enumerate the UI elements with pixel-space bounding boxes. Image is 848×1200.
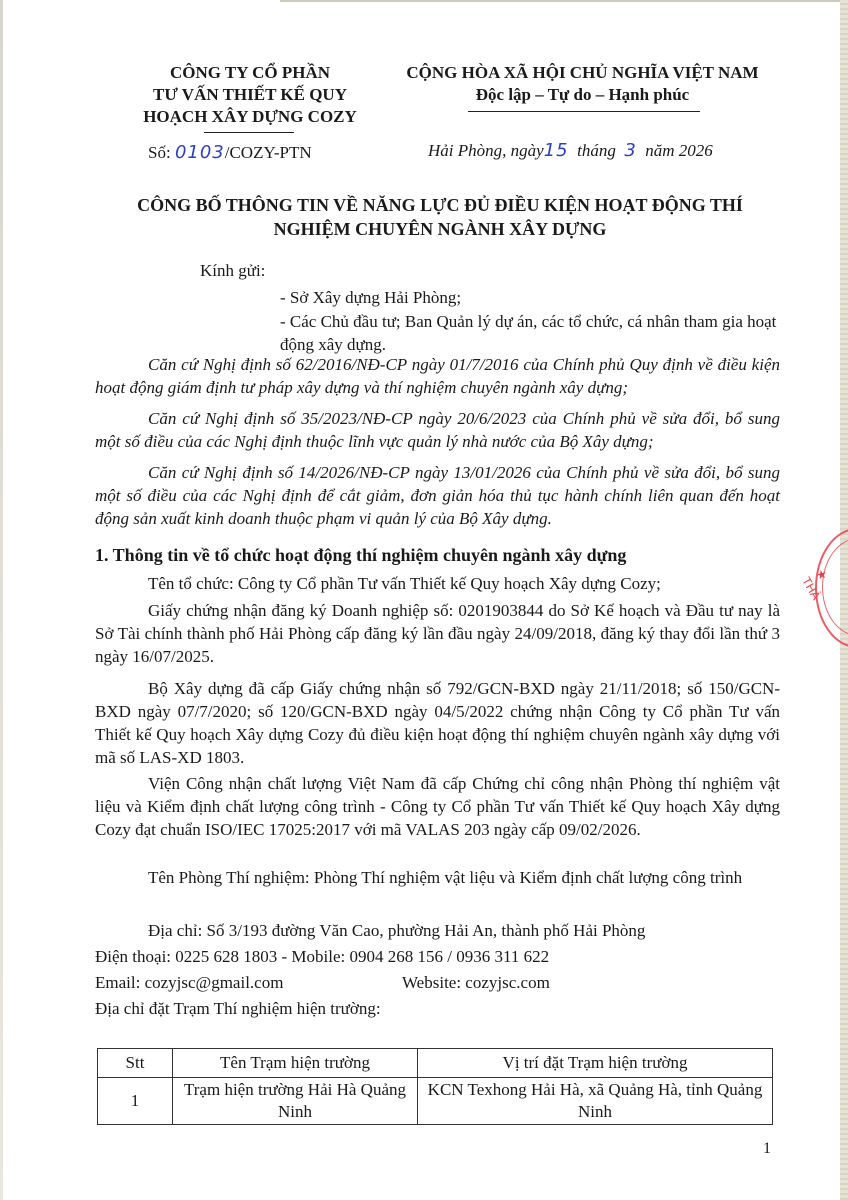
company-name-block bbox=[100, 62, 400, 128]
national-header bbox=[385, 62, 780, 106]
red-seal-text: ★ THÀ bbox=[799, 566, 831, 603]
organization-name: Tên tổ chức: Công ty Cổ phần Tư vấn Thiết kế Quy hoạch Xây dựng Cozy; bbox=[148, 574, 661, 593]
table-row bbox=[98, 1078, 773, 1125]
company-line-1: CÔNG TY CỔ PHẦN bbox=[169, 63, 331, 82]
company-line-2: TƯ VẤN THIẾT KẾ QUY bbox=[153, 85, 347, 104]
nation-name: CỘNG HÒA XÃ HỘI CHỦ NGHĨA VIỆT NAM bbox=[406, 63, 759, 82]
website: Website: cozyjsc.com bbox=[402, 973, 550, 992]
document-title bbox=[95, 193, 785, 241]
scan-edge-left bbox=[0, 0, 3, 1200]
ministry-certificates: Bộ Xây dựng đã cấp Giấy chứng nhận số 792/GCN-BXD ngày 21/11/2018; số 150/GCN-BXD ngày 07/7/2020; số 120/GCN-BXD ngày 04/5/2022 chứng nhận Công ty Cổ phần Tư vấn Thiết kế Quy hoạch Xây dựng Cozy đủ điều kiện hoạt động thí nghiệm chuyên ngành xây dựng với mã số LAS-XD 1803. bbox=[95, 679, 780, 767]
title-line-2: NGHIỆM CHUYÊN NGÀNH XÂY DỰNG bbox=[273, 219, 607, 239]
legal-basis-1: Căn cứ Nghị định số 62/2016/NĐ-CP ngày 01/7/2016 của Chính phủ Quy định về điều kiện hoạt động giám định tư pháp xây dựng và thí nghiệm chuyên ngành xây dựng; bbox=[95, 355, 780, 397]
title-line-1: CÔNG BỐ THÔNG TIN VỀ NĂNG LỰC ĐỦ ĐIỀU KIỆN HOẠT ĐỘNG THÍ bbox=[137, 195, 743, 215]
recipients-label: Kính gửi: bbox=[200, 261, 266, 280]
date-prefix: Hải Phòng, ngày bbox=[428, 141, 544, 160]
legal-basis-3: Căn cứ Nghị định số 14/2026/NĐ-CP ngày 13/01/2026 của Chính phủ về sửa đổi, bổ sung một số điều của các Nghị định để cắt giảm, đơn giản hóa thủ tục hành chính liên quan đến hoạt động sản xuất kinh doanh thuộc phạm vi quản lý của Bộ Xây dựng. bbox=[95, 463, 780, 528]
recipient-item: - Các Chủ đầu tư; Ban Quản lý dự án, các tổ chức, cá nhân tham gia hoạt động xây dựng. bbox=[280, 312, 777, 354]
header-station-location: Vị trí đặt Trạm hiện trường bbox=[418, 1049, 773, 1078]
field-stations-table bbox=[97, 1048, 773, 1125]
motto-underline bbox=[468, 111, 700, 112]
business-registration: Giấy chứng nhận đăng ký Doanh nghiệp số: 0201903844 do Sở Kế hoạch và Đầu tư nay là Sở Tài chính thành phố Hải Phòng cấp đăng ký lần đầu ngày 24/09/2018, đăng ký thay đổi lần thứ 3 ngày 16/07/2025. bbox=[95, 601, 780, 666]
company-underline bbox=[204, 132, 294, 133]
header-station-name: Tên Trạm hiện trường bbox=[173, 1049, 418, 1078]
header-stt: Stt bbox=[98, 1049, 173, 1078]
cell-station-name: Trạm hiện trường Hải Hà Quảng Ninh bbox=[173, 1078, 418, 1125]
phone-numbers: Điện thoại: 0225 628 1803 - Mobile: 0904 268 156 / 0936 311 622 bbox=[95, 947, 550, 966]
recipient-item: - Sở Xây dựng Hải Phòng; bbox=[280, 288, 462, 307]
national-motto: Độc lập – Tự do – Hạnh phúc bbox=[475, 85, 690, 104]
company-line-3: HOẠCH XÂY DỰNG COZY bbox=[143, 107, 357, 126]
date-month-handwritten: 3 bbox=[624, 140, 637, 161]
date-year: năm 2026 bbox=[645, 141, 713, 160]
date-month-label: tháng bbox=[577, 141, 616, 160]
doc-number-suffix: /COZY-PTN bbox=[224, 143, 312, 162]
legal-basis-2: Căn cứ Nghị định số 35/2023/NĐ-CP ngày 20/6/2023 của Chính phủ về sửa đổi, bổ sung một số điều của các Nghị định thuộc lĩnh vực quản lý nhà nước của Bộ Xây dựng; bbox=[95, 409, 780, 451]
cell-stt: 1 bbox=[98, 1078, 173, 1125]
page-number: 1 bbox=[763, 1140, 771, 1157]
lab-name: Tên Phòng Thí nghiệm: Phòng Thí nghiệm vật liệu và Kiểm định chất lượng công trình bbox=[148, 868, 743, 887]
doc-number-prefix: Số: bbox=[148, 143, 175, 162]
table-header-row bbox=[98, 1049, 773, 1078]
document-number bbox=[148, 142, 312, 163]
scan-edge-top bbox=[280, 0, 840, 2]
email: Email: cozyjsc@gmail.com bbox=[95, 973, 284, 992]
lab-address: Địa chỉ: Số 3/193 đường Văn Cao, phường Hải An, thành phố Hải Phòng bbox=[148, 921, 646, 940]
field-station-label: Địa chỉ đặt Trạm Thí nghiệm hiện trường: bbox=[95, 999, 381, 1018]
section-1-heading: 1. Thông tin về tổ chức hoạt động thí nghiệm chuyên ngành xây dựng bbox=[95, 545, 627, 565]
date-day-handwritten: 15 bbox=[543, 140, 569, 161]
date-line bbox=[428, 140, 713, 161]
cell-station-location: KCN Texhong Hải Hà, xã Quảng Hà, tỉnh Quảng Ninh bbox=[418, 1078, 773, 1125]
iso-accreditation: Viện Công nhận chất lượng Việt Nam đã cấp Chứng chỉ công nhận Phòng thí nghiệm vật liệu và Kiểm định chất lượng công trình - Công ty Cổ phần Tư vấn Thiết kế Quy hoạch Xây dựng Cozy đạt chuẩn ISO/IEC 17025:2017 với mã VALAS 203 ngày cấp 09/02/2026. bbox=[95, 774, 780, 839]
doc-number-handwritten: 0103 bbox=[174, 142, 225, 163]
